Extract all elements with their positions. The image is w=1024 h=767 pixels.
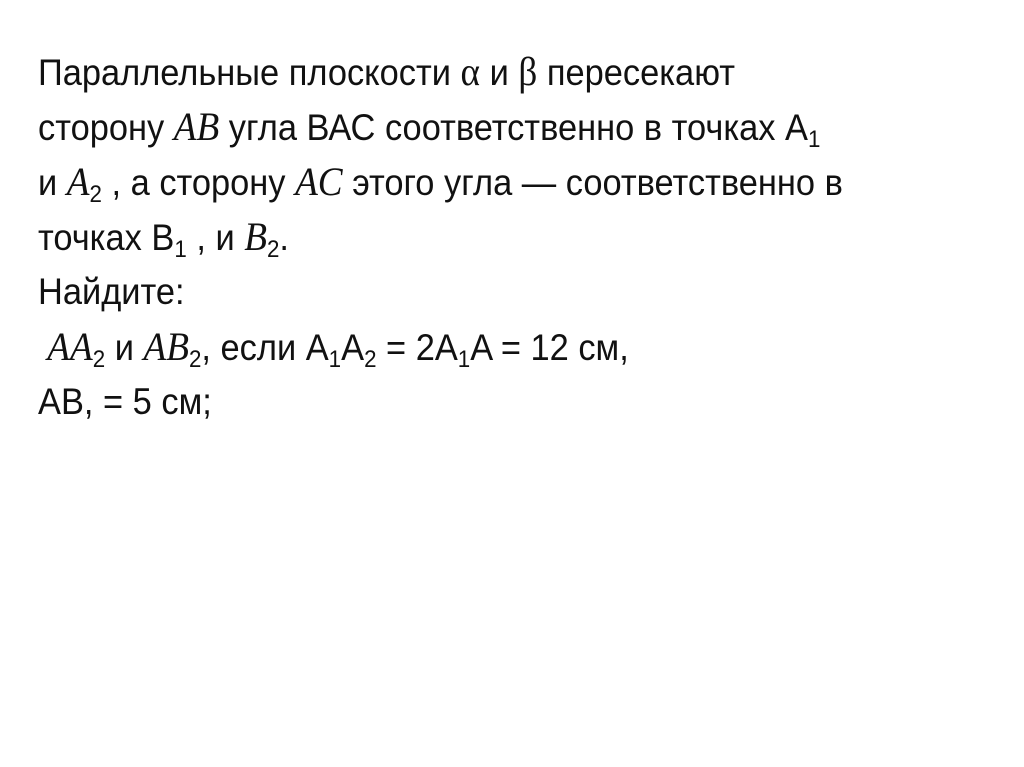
text-segment: пересекают <box>537 52 736 93</box>
subscript: 2 <box>266 236 280 263</box>
find-heading: Найдите: <box>38 271 185 312</box>
problem-line-4 <box>38 209 949 264</box>
problem-line-1 <box>38 44 949 99</box>
subscript: 2 <box>364 346 377 373</box>
problem-line-7 <box>38 374 949 429</box>
text-segment: A = 12 см, <box>470 327 629 368</box>
text-segment: и <box>38 162 67 203</box>
text-segment: = 2A <box>376 327 458 368</box>
text-segment: сторону <box>38 107 174 148</box>
problem-line-3 <box>38 154 949 209</box>
subscript: 1 <box>457 346 471 373</box>
segment-ab: AB <box>173 104 220 149</box>
problem-line-6 <box>38 319 949 374</box>
text-segment: A <box>341 327 365 368</box>
segment-aa: AA <box>47 324 93 369</box>
text-segment: Параллельные плоскости <box>38 52 461 93</box>
text-segment: , и <box>186 217 245 258</box>
text-segment: , а сторону <box>101 162 296 203</box>
subscript: 1 <box>328 346 342 373</box>
problem-line-find <box>38 264 949 319</box>
text-segment: AB, = 5 см; <box>38 381 212 422</box>
beta-symbol: β <box>518 49 538 94</box>
segment-ab2: AB <box>143 324 189 369</box>
problem-line-2 <box>38 99 949 154</box>
point-b: B <box>244 214 267 259</box>
subscript: 1 <box>807 126 821 153</box>
problem-text <box>38 44 949 429</box>
subscript: 2 <box>188 346 202 373</box>
text-segment: этого угла — соответственно в <box>342 162 843 203</box>
point-a: A <box>66 159 90 204</box>
text-segment: . <box>279 217 289 258</box>
subscript: 1 <box>174 236 187 263</box>
text-segment: точках B <box>38 217 175 258</box>
subscript: 2 <box>89 181 102 208</box>
segment-ac: AC <box>295 159 343 204</box>
subscript: 2 <box>92 346 106 373</box>
text-segment: , если A <box>201 327 329 368</box>
alpha-symbol: α <box>460 49 481 94</box>
text-segment: и <box>480 52 519 93</box>
text-segment: угла ВАС соответственно в точках A <box>219 107 808 148</box>
text-segment: и <box>105 327 144 368</box>
